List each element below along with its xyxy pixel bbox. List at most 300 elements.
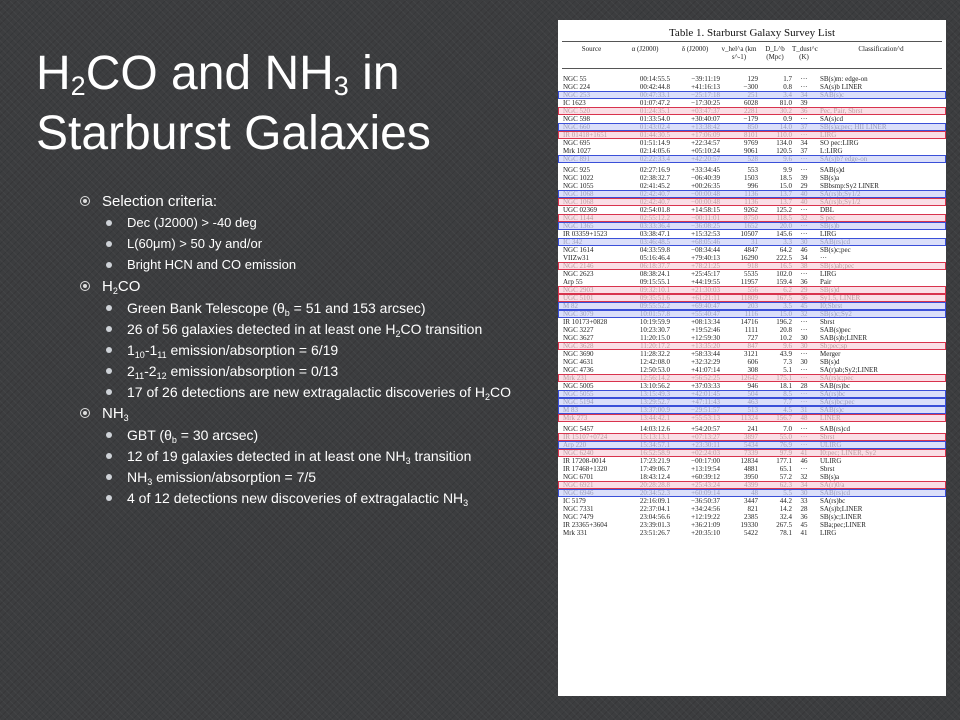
table-cell: IR 17468+1320 bbox=[563, 465, 608, 473]
table-cell: ··· bbox=[800, 318, 808, 326]
table-cell: 13:44:42.1 bbox=[639, 414, 670, 422]
table-cell: 10507 bbox=[740, 230, 758, 238]
table-cell: 20:28:28.8 bbox=[639, 481, 670, 489]
table-cell: SA(s)b;LINER bbox=[820, 505, 863, 513]
table-row bbox=[558, 374, 946, 382]
table-cell: 3121 bbox=[744, 350, 758, 358]
table-cell: NGC 2146 bbox=[563, 262, 594, 270]
table-row bbox=[558, 246, 946, 254]
table-row bbox=[558, 318, 946, 326]
table-cell: NGC 6921 bbox=[563, 481, 594, 489]
table-cell: DBL bbox=[820, 206, 834, 214]
table-row bbox=[558, 238, 946, 246]
table-row bbox=[558, 75, 946, 83]
table-cell: 1.7 bbox=[783, 75, 792, 83]
table-cell: LINER bbox=[820, 414, 841, 422]
table-row bbox=[558, 222, 946, 230]
table-cell: Pec, Pair, Sbrst bbox=[820, 107, 863, 115]
sub-bullet: $NH_3$ emission/absorption = 7/5 bbox=[102, 469, 550, 485]
table-cell: M 82 bbox=[563, 302, 578, 310]
table-cell: 504 bbox=[747, 390, 758, 398]
table-cell: −06:40:39 bbox=[691, 174, 720, 182]
table-cell: 20:34:52.3 bbox=[639, 489, 670, 497]
table-cell: 556 bbox=[747, 286, 758, 294]
table-cell: NGC 4631 bbox=[563, 358, 594, 366]
table-cell: +22:34:57 bbox=[691, 139, 720, 147]
table-cell: NGC 1055 bbox=[563, 182, 594, 190]
table-row bbox=[558, 206, 946, 214]
table-cell: 946 bbox=[747, 382, 758, 390]
table-cell: 37 bbox=[800, 123, 808, 131]
table-cell: 33 bbox=[800, 497, 808, 505]
table-cell: 28 bbox=[800, 382, 808, 390]
table-cell: 5.1 bbox=[783, 366, 792, 374]
table-row bbox=[558, 481, 946, 489]
table-row bbox=[558, 425, 946, 433]
table-row bbox=[558, 513, 946, 521]
table-row bbox=[558, 123, 946, 131]
table-cell: SAB(s)c bbox=[820, 406, 845, 414]
table-cell: +25:43:24 bbox=[691, 481, 720, 489]
table-row bbox=[558, 358, 946, 366]
table-cell: 17:49:06.7 bbox=[639, 465, 670, 473]
table-cell: 18.5 bbox=[779, 174, 792, 182]
table-cell: Mrk 273 bbox=[563, 414, 588, 422]
table-row bbox=[558, 198, 946, 206]
table-cell: 09:35:51.6 bbox=[639, 294, 670, 302]
bullet-nh3: $NH_3$ bbox=[80, 405, 550, 422]
table-cell: +17:06:09 bbox=[691, 131, 720, 139]
table-cell: 3.3 bbox=[783, 238, 792, 246]
table-cell: 8750 bbox=[744, 214, 758, 222]
table-cell: 76.9 bbox=[779, 441, 792, 449]
table-cell: UGC 02369 bbox=[563, 206, 598, 214]
table-cell: +20:35:10 bbox=[691, 529, 720, 537]
table-cell: 31 bbox=[751, 238, 758, 246]
table-cell: 13.7 bbox=[779, 198, 792, 206]
table-cell: +15:32:53 bbox=[691, 230, 720, 238]
table-cell: VIIZw31 bbox=[563, 254, 590, 262]
table-cell: +13:35:20 bbox=[691, 342, 720, 350]
table-cell: NGC 6240 bbox=[563, 449, 594, 457]
table-cell: 12:42:08.0 bbox=[639, 358, 670, 366]
table-cell: 06:18:37.7 bbox=[639, 262, 670, 270]
table-cell: +56:52:25 bbox=[691, 374, 720, 382]
table-cell: 20.0 bbox=[779, 222, 792, 230]
table-cell: 251 bbox=[747, 91, 758, 99]
table-cell: +68:05:46 bbox=[691, 238, 720, 246]
table-row bbox=[558, 414, 946, 422]
table-cell: 03:38:47.1 bbox=[639, 230, 670, 238]
title-line-1: $H_2CO$ and $NH_3$ in bbox=[36, 47, 400, 101]
table-cell: NGC 1022 bbox=[563, 174, 594, 182]
table-cell: 12642 bbox=[740, 374, 758, 382]
table-cell: 64.2 bbox=[779, 246, 792, 254]
table-cell: 46 bbox=[800, 457, 808, 465]
table-cell: 996 bbox=[747, 182, 758, 190]
title-line-2: Starburst Galaxies bbox=[36, 107, 431, 160]
table-cell: 01:24:35.1 bbox=[639, 107, 670, 115]
table-cell: 32.4 bbox=[779, 513, 792, 521]
table-cell: 175.1 bbox=[776, 374, 792, 382]
table-cell: 159.4 bbox=[776, 278, 792, 286]
table-cell: 09:32:10.1 bbox=[639, 286, 670, 294]
table-row bbox=[558, 457, 946, 465]
table-cell: 32 bbox=[800, 310, 808, 318]
table-cell: 2281 bbox=[744, 107, 758, 115]
table-cell: +12:19:22 bbox=[691, 513, 720, 521]
table-cell: 32 bbox=[800, 214, 808, 222]
table-cell: 28 bbox=[800, 505, 808, 513]
table-cell: NGC 3079 bbox=[563, 310, 594, 318]
table-cell: 16:52:58.9 bbox=[639, 449, 670, 457]
table-cell: 0.9 bbox=[783, 115, 792, 123]
table-cell: Arp 220 bbox=[563, 441, 587, 449]
table-cell: 308 bbox=[747, 366, 758, 374]
header-vhel: v_hel^a (km s^-1) bbox=[721, 45, 757, 61]
bullet-selection-criteria: Selection criteria: bbox=[80, 193, 550, 210]
table-cell: −179 bbox=[743, 115, 758, 123]
table-cell: ··· bbox=[820, 254, 827, 262]
table-cell: 17:23:21.9 bbox=[639, 457, 670, 465]
table-cell: 6.2 bbox=[783, 286, 792, 294]
table-cell: ··· bbox=[800, 166, 808, 174]
table-cell: NGC 5457 bbox=[563, 425, 594, 433]
sub-bullet: Green Bank Telescope ($\theta_b = 51$ and 153 arcsec) bbox=[102, 300, 550, 316]
table-row bbox=[558, 529, 946, 537]
table-cell: SA(s)b? edge-on bbox=[820, 155, 868, 163]
table-cell: +02:24:03 bbox=[691, 449, 720, 457]
table-cell: ··· bbox=[800, 390, 808, 398]
table-cell: 7.3 bbox=[783, 358, 792, 366]
table-cell: SB(s)d bbox=[820, 286, 840, 294]
table-row bbox=[558, 131, 946, 139]
table-cell: +42:20:57 bbox=[691, 155, 720, 163]
table-cell: SB(s)d bbox=[820, 358, 840, 366]
table-cell: 9.6 bbox=[783, 342, 792, 350]
table-cell: 1652 bbox=[744, 222, 758, 230]
table-cell: 156.7 bbox=[776, 414, 792, 422]
sub-bullet: $2_{11}-2_{12}$ emission/absorption = 0/13 bbox=[102, 363, 550, 379]
table-cell: 12834 bbox=[740, 457, 758, 465]
table-cell: 134.0 bbox=[776, 139, 792, 147]
table-cell: UGC 5101 bbox=[563, 294, 594, 302]
table-cell: NGC 3227 bbox=[563, 326, 594, 334]
table-cell: NGC 6946 bbox=[563, 489, 594, 497]
table-cell: 0.8 bbox=[783, 83, 792, 91]
table-cell: 10:23:30.7 bbox=[639, 326, 670, 334]
table-cell: 32 bbox=[800, 473, 808, 481]
table-cell: 45 bbox=[800, 302, 808, 310]
table-cell: LIRG bbox=[820, 529, 837, 537]
table-row bbox=[558, 270, 946, 278]
table-cell: 167.5 bbox=[776, 294, 792, 302]
table-row bbox=[558, 342, 946, 350]
table-header-rule bbox=[562, 68, 942, 69]
table-cell: −17:30:25 bbox=[691, 99, 720, 107]
table-cell: −29:51:57 bbox=[691, 406, 720, 414]
table-cell: 02:22:33.4 bbox=[639, 155, 670, 163]
table-cell: −00:17:00 bbox=[691, 457, 720, 465]
table-cell: −00:11:01 bbox=[691, 214, 720, 222]
table-cell: −36:08:25 bbox=[691, 222, 720, 230]
table-cell: 241 bbox=[747, 425, 758, 433]
table-cell: Sy1.5, LINER bbox=[820, 294, 861, 302]
table-cell: ··· bbox=[800, 366, 808, 374]
table-cell: SB(s)m: edge-on bbox=[820, 75, 868, 83]
table-cell: Sbrst bbox=[820, 318, 835, 326]
table-cell: +79:40:13 bbox=[691, 254, 720, 262]
table-cell: IR 01418+1651 bbox=[563, 131, 608, 139]
sub-bullet: Bright HCN and CO emission bbox=[102, 257, 550, 273]
table-row bbox=[558, 83, 946, 91]
table-row bbox=[558, 465, 946, 473]
table-cell: +05:10:24 bbox=[691, 147, 720, 155]
table-cell: 16290 bbox=[740, 254, 758, 262]
table-cell: +08:13:34 bbox=[691, 318, 720, 326]
table-cell: 23:39:01.3 bbox=[639, 521, 670, 529]
table-cell: 05:16:46.4 bbox=[639, 254, 670, 262]
table-cell: SAB(s)c bbox=[820, 91, 845, 99]
table-cell: SB(s)a bbox=[820, 473, 840, 481]
table-cell: 1116 bbox=[744, 310, 758, 318]
table-row bbox=[558, 286, 946, 294]
table-cell: S pec bbox=[820, 214, 836, 222]
table-cell: 8101 bbox=[744, 131, 758, 139]
sub-bullet: 4 of 12 detections new discoveries of extragalactic $NH_3$ bbox=[102, 490, 550, 506]
table-cell: +41:07:14 bbox=[691, 366, 720, 374]
table-cell: +12:59:30 bbox=[691, 334, 720, 342]
table-cell: 145.6 bbox=[776, 230, 792, 238]
table-cell: 2385 bbox=[744, 513, 758, 521]
table-cell: 4881 bbox=[744, 465, 758, 473]
table-row bbox=[558, 433, 946, 441]
table-row bbox=[558, 326, 946, 334]
table-cell: SA(s)b LINER bbox=[820, 83, 863, 91]
table-cell: 02:27:16.9 bbox=[639, 166, 670, 174]
table-cell: LIRG bbox=[820, 230, 837, 238]
table-cell: NGC 1365 bbox=[563, 222, 594, 230]
table-cell: 45 bbox=[800, 521, 808, 529]
table-cell: 102.0 bbox=[776, 270, 792, 278]
table-cell: +25:45:17 bbox=[691, 270, 720, 278]
table-cell: 553 bbox=[747, 166, 758, 174]
table-cell: Sb;pec;sp bbox=[820, 342, 848, 350]
table-cell: +13:38:42 bbox=[691, 123, 720, 131]
table-cell: 18.1 bbox=[779, 382, 792, 390]
table-cell: +44:19:55 bbox=[691, 278, 720, 286]
header-ra: α (J2000) bbox=[631, 45, 659, 53]
table-cell: IC 342 bbox=[563, 238, 583, 246]
table-cell: LIRG bbox=[820, 270, 837, 278]
table-cell: 606 bbox=[747, 358, 758, 366]
table-row bbox=[558, 505, 946, 513]
table-cell: NGC 2623 bbox=[563, 270, 594, 278]
table-cell: +78:21:25 bbox=[691, 262, 720, 270]
table-row bbox=[558, 382, 946, 390]
table-cell: 14.2 bbox=[779, 505, 792, 513]
table-cell: +14:58:15 bbox=[691, 206, 720, 214]
table-cell: 12:50:53.0 bbox=[639, 366, 670, 374]
table-cell: IR 03359+1523 bbox=[563, 230, 608, 238]
table-cell: 1136 bbox=[744, 190, 758, 198]
table-row bbox=[558, 406, 946, 414]
table-cell: 18:43:12.4 bbox=[639, 473, 670, 481]
table-cell: 36 bbox=[800, 107, 808, 115]
table-cell: ··· bbox=[800, 206, 808, 214]
table-cell: 08:38:24.1 bbox=[639, 270, 670, 278]
table-cell: 5535 bbox=[744, 270, 758, 278]
table-cell: SAB(s)pec bbox=[820, 326, 851, 334]
table-row bbox=[558, 190, 946, 198]
table-row bbox=[558, 449, 946, 457]
header-source: Source bbox=[581, 45, 602, 53]
table-cell: +30:40:07 bbox=[691, 115, 720, 123]
sub-bullet: Dec (J2000) > -40 deg bbox=[102, 215, 550, 231]
table-header bbox=[558, 42, 946, 68]
table-cell: +00:26:35 bbox=[691, 182, 720, 190]
table-row bbox=[558, 497, 946, 505]
table-cell: 13:15:49.3 bbox=[639, 390, 670, 398]
table-cell: 01:33:54.0 bbox=[639, 115, 670, 123]
table-cell: Sbrst bbox=[820, 433, 835, 441]
table-cell: 02:41:45.2 bbox=[639, 182, 670, 190]
table-cell: ULIRG bbox=[820, 441, 842, 449]
table-cell: 16.5 bbox=[779, 262, 792, 270]
table-cell: SA(rs)bc bbox=[820, 497, 846, 505]
table-cell: 22:37:04.1 bbox=[639, 505, 670, 513]
table-cell: SB(s)c;pec bbox=[820, 246, 851, 254]
table-cell: NGC 3628 bbox=[563, 342, 594, 350]
table-cell: 110.0 bbox=[776, 131, 792, 139]
table-cell: 39 bbox=[800, 99, 808, 107]
table-row bbox=[558, 294, 946, 302]
table-row bbox=[558, 155, 946, 163]
table-cell: 02:54:01.8 bbox=[639, 206, 670, 214]
table-cell: 120.5 bbox=[776, 147, 792, 155]
table-cell: SB(s)a bbox=[820, 174, 840, 182]
table-row bbox=[558, 182, 946, 190]
table-row bbox=[558, 278, 946, 286]
table-cell: +36:21:09 bbox=[691, 521, 720, 529]
table-cell: Mrk 231 bbox=[563, 374, 588, 382]
table-cell: SB(s)ab;pec bbox=[820, 262, 855, 270]
table-cell: +19:52:46 bbox=[691, 326, 720, 334]
table-cell: 20.8 bbox=[779, 326, 792, 334]
table-cell: NGC 891 bbox=[563, 155, 591, 163]
table-cell: SAB(rs)cd bbox=[820, 238, 850, 246]
sub-bullet: L(60μm) > 50 Jy and/or bbox=[102, 236, 550, 252]
table-cell: SBa;pec;LINER bbox=[820, 521, 866, 529]
table-cell: NGC 1144 bbox=[563, 214, 594, 222]
table-cell: NGC 660 bbox=[563, 123, 591, 131]
table-cell: IC 1623 bbox=[563, 99, 586, 107]
table-cell: NGC 925 bbox=[563, 166, 591, 174]
table-cell: NGC 5194 bbox=[563, 398, 594, 406]
table-cell: 10:19:59.9 bbox=[639, 318, 670, 326]
table-cell: ··· bbox=[800, 326, 808, 334]
table-cell: −300 bbox=[743, 83, 758, 91]
table-cell: 34 bbox=[800, 481, 808, 489]
table-cell: 13:10:56.2 bbox=[639, 382, 670, 390]
table-cell: 01:51:14.9 bbox=[639, 139, 670, 147]
table-cell: 65.1 bbox=[779, 465, 792, 473]
table-cell: 09:15:55.1 bbox=[639, 278, 670, 286]
table-cell: 125.2 bbox=[776, 206, 792, 214]
table-cell: I0:pec; LINER, Sy2 bbox=[820, 449, 877, 457]
table-cell: 22:16:09.1 bbox=[639, 497, 670, 505]
table-row bbox=[558, 166, 946, 174]
table-cell: Arp 55 bbox=[563, 278, 583, 286]
table-row bbox=[558, 489, 946, 497]
table-row bbox=[558, 174, 946, 182]
table-cell: 41 bbox=[800, 449, 808, 457]
table-cell: 1503 bbox=[744, 174, 758, 182]
table-cell: NGC 1614 bbox=[563, 246, 594, 254]
table-cell: SAB(s)b;LINER bbox=[820, 334, 868, 342]
table-cell: 34 bbox=[800, 91, 808, 99]
table-cell: 40 bbox=[800, 190, 808, 198]
table-cell: +07:13:27 bbox=[691, 433, 720, 441]
table-cell: NGC 224 bbox=[563, 83, 591, 91]
table-cell: +58:33:44 bbox=[691, 350, 720, 358]
table-cell: −00:00:48 bbox=[691, 190, 720, 198]
table-cell: 30 bbox=[800, 358, 808, 366]
table-cell: 34 bbox=[800, 254, 808, 262]
table-row bbox=[558, 139, 946, 147]
table-cell: M 83 bbox=[563, 406, 578, 414]
table-cell: ULIRG bbox=[820, 457, 842, 465]
table-cell: SB(s)c;LINER bbox=[820, 513, 862, 521]
table-cell: 44.2 bbox=[779, 497, 792, 505]
table-cell: 30 bbox=[800, 238, 808, 246]
table-cell: 222.5 bbox=[776, 254, 792, 262]
table-cell: 14.0 bbox=[779, 123, 792, 131]
table-cell: 78.1 bbox=[779, 529, 792, 537]
table-cell: 02:55:12.2 bbox=[639, 214, 670, 222]
table-cell: 02:38:32.7 bbox=[639, 174, 670, 182]
table-cell: ··· bbox=[800, 270, 808, 278]
sub-bullet: 26 of 56 galaxies detected in at least one $H_2CO$ transition bbox=[102, 321, 550, 337]
table-cell bbox=[816, 99, 942, 107]
table-cell: 43.9 bbox=[779, 350, 792, 358]
table-cell: ··· bbox=[800, 131, 808, 139]
table-cell: SAB(rs)cd bbox=[820, 425, 850, 433]
table-cell: ··· bbox=[800, 230, 808, 238]
table-cell: Pair bbox=[820, 278, 832, 286]
sub-bullet: GBT ($\theta_b = 30$ arcsec) bbox=[102, 427, 550, 443]
table-cell: SA(s)cd bbox=[820, 115, 843, 123]
table-cell: 23:04:56.6 bbox=[639, 513, 670, 521]
table-cell: 118.5 bbox=[776, 214, 792, 222]
table-cell: NGC 3627 bbox=[563, 334, 594, 342]
table-cell: 4847 bbox=[744, 246, 758, 254]
table-cell: SB(s)c;Sy2 bbox=[820, 310, 852, 318]
table-cell: 03:46:48.5 bbox=[639, 238, 670, 246]
table-cell: NGC 4736 bbox=[563, 366, 594, 374]
table-caption: Table 1. Starburst Galaxy Survey List bbox=[668, 27, 836, 39]
table-cell: 10:01:57.8 bbox=[639, 310, 670, 318]
table-cell: +21:30:03 bbox=[691, 286, 720, 294]
table-cell: 7339 bbox=[744, 449, 758, 457]
table-cell: 3950 bbox=[744, 473, 758, 481]
table-row bbox=[558, 147, 946, 155]
table-cell: 10.2 bbox=[779, 334, 792, 342]
table-cell: ··· bbox=[800, 374, 808, 382]
table-cell: I0;Sbrst bbox=[820, 302, 843, 310]
table-cell: 41 bbox=[800, 529, 808, 537]
table-cell: LIRG bbox=[820, 131, 837, 139]
